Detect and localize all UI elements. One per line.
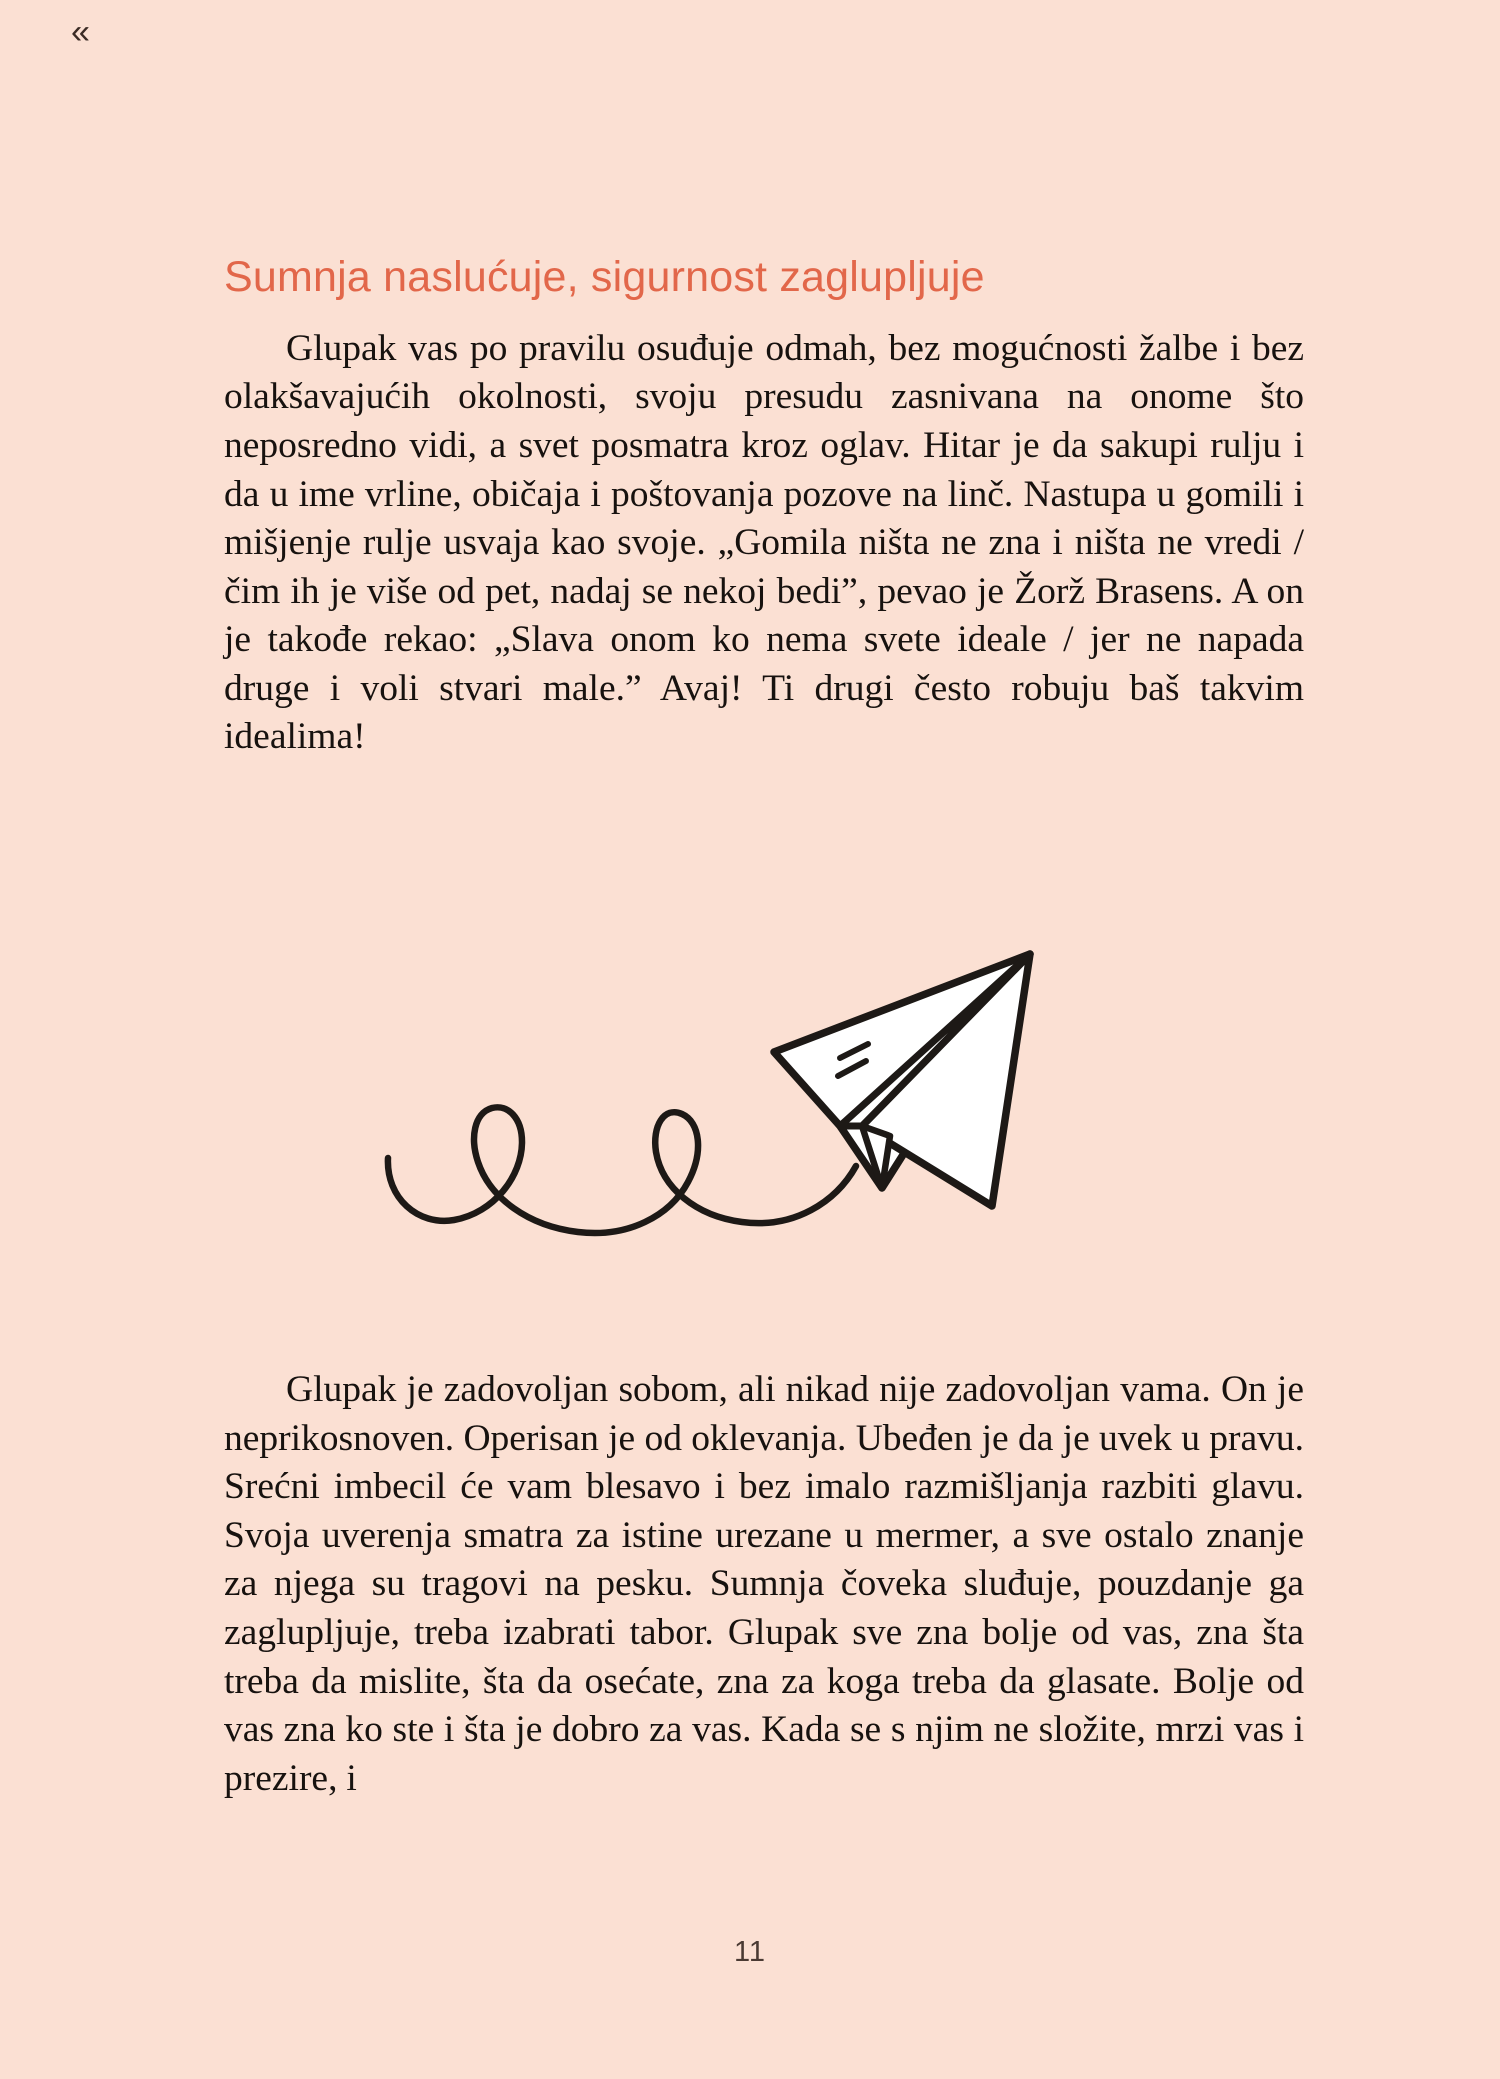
back-chevron-icon[interactable]: « <box>71 13 89 51</box>
paper-plane-icon <box>774 954 1030 1206</box>
body-paragraph-first: Glupak vas po pravilu osuđuje odmah, bez mogućnosti žalbe i bez olakšavajućih okolnosti, svoju presudu zasnivana na onome što neposredno vidi, a svet posmatra kroz oglav. Hitar je da sakupi rulju i da u ime vrline, običaja i poštovanja pozove na linč. Nastupa u gomili i mišjenje rulje usvaja kao svoje. „Gomila ništa ne zna i ništa ne vredi / čim ih je više od pet, nadaj se nekoj bedi”, pevao je Žorž Brasens. A on je takođe rekao: „Slava onom ko nema svete ideale / jer ne napada druge i voli stvari male.” Avaj! Ti drugi često robuju baš takvim idealima! <box>224 327 1304 758</box>
paper-airplane-illustration <box>370 930 1070 1250</box>
page-title: Sumnja naslućuje, sigurnost zaglupljuje <box>224 253 985 301</box>
page-content <box>224 0 1304 762</box>
page-content-lower <box>224 1366 1304 1803</box>
page-number: 11 <box>733 1936 767 1968</box>
body-paragraph-second: Glupak je zadovoljan sobom, ali nikad nije zadovoljan vama. On je neprikosnoven. Operisan je od oklevanja. Ubeđen je da je uvek u pravu. Srećni imbecil će vam blesavo i bez imalo razmišljanja razbiti glavu. Svoja uverenja smatra za istine urezane u mermer, a sve ostalo znanje za njega su tragovi na pesku. Sumnja čoveka sluđuje, pouzdanje ga zaglupljuje, treba izabrati tabor. Glupak sve zna bolje od vas, zna šta treba da mislite, šta da osećate, zna za koga treba da glasate. Bolje od vas zna ko ste i šta je dobro za vas. Kada se s njim ne složite, mrzi vas i prezire, i <box>224 1369 1304 1799</box>
swirl-trail-icon <box>388 1107 856 1233</box>
